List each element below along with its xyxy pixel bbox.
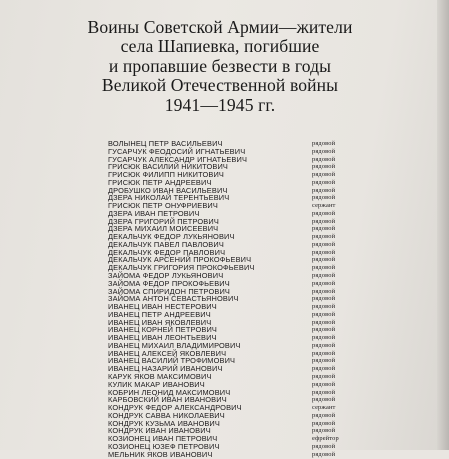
soldier-name: ДЕКАЛЬЧУК ФЕДОР ПАВЛОВИЧ <box>108 247 226 257</box>
soldier-rank: рядовой <box>312 303 336 311</box>
soldier-name: ДЗЕРА МИХАИЛ МОИСЕЕВИЧ <box>108 224 219 234</box>
soldier-rank: рядовой <box>312 186 336 194</box>
soldier-rank: рядовой <box>312 326 336 334</box>
soldier-name: КОНДРУК ИВАН ИВАНОВИЧ <box>108 426 211 436</box>
soldier-rank: рядовой <box>312 357 336 365</box>
soldier-rank: рядовой <box>312 209 336 217</box>
soldier-rank: рядовой <box>312 147 336 155</box>
soldier-name: КОНДРУК КУЗЬМА ИВАНОВИЧ <box>108 418 220 428</box>
soldier-name: МЕЛЬНИК ЯКОВ ИВАНОВИЧ <box>108 449 213 459</box>
soldier-name: ГУСАРЧУК ФЕОДОСИЙ ИГНАТЬЕВИЧ <box>108 146 246 156</box>
soldier-rank: рядовой <box>312 264 336 272</box>
soldier-rank: рядовой <box>312 419 336 427</box>
soldier-rank: рядовой <box>312 372 336 380</box>
soldier-name: ИВАНЕЦ ИВАН ЛЕОНТЬЕВИЧ <box>108 333 217 343</box>
soldier-name: КОНДРУК ФЕДОР АЛЕКСАНДРОВИЧ <box>108 403 242 413</box>
soldier-rank: ефрейтор <box>312 435 339 443</box>
soldier-name: ДРОБУШКО ИВАН ВАСИЛЬЕВИЧ <box>108 185 228 195</box>
soldier-name: КОБРИН ЛЕОНИД МАКСИМОВИЧ <box>108 387 231 397</box>
soldier-name: ИВАНЕЦ ВАСИЛИЙ ТРОФИМОВИЧ <box>108 356 236 366</box>
soldier-rank: рядовой <box>312 349 336 357</box>
soldier-name: ГУСАРЧУК АЛЕКСАНДР ИГНАТЬЕВИЧ <box>108 154 248 164</box>
soldier-rank: рядовой <box>312 388 336 396</box>
soldier-rank: рядовой <box>312 240 336 248</box>
soldier-name: ГРИСЮК ВАСИЛИЙ НИКИТОВИЧ <box>108 162 228 172</box>
soldier-name: КОЗИОНЕЦ ИВАН ПЕТРОВИЧ <box>108 434 218 444</box>
title-line-1: Воины Советской Армии—жители <box>87 17 353 37</box>
title-line-4: Великой Отечественной войны <box>101 75 339 96</box>
soldier-rank: рядовой <box>312 140 336 147</box>
soldier-name: КАРБОВСКИЙ ИВАН ИВАНОВИЧ <box>108 395 227 405</box>
soldier-name: ИВАНЕЦ ПЕТР АНДРЕЕВИЧ <box>108 309 211 319</box>
soldier-rank: рядовой <box>312 194 336 202</box>
soldier-name: ИВАНЕЦ МИХАИЛ ВЛАДИМИРОВИЧ <box>108 340 241 350</box>
soldier-name: ЗАЙОМА СПИРИДОН ПЕТРОВИЧ <box>108 286 230 296</box>
soldier-rank: рядовой <box>312 287 336 295</box>
soldier-name: ГРИСЮК ФИЛИПП НИКИТОВИЧ <box>108 170 224 180</box>
soldier-name: ДЕКАЛЬЧУК АРСЕНИЙ ПРОКОФЬЕВИЧ <box>108 255 252 265</box>
soldier-rank: рядовой <box>312 295 336 303</box>
soldier-name: ИВАНЕЦ НАЗАРИЙ ИВАНОВИЧ <box>108 364 223 374</box>
soldier-name: ЗАЙОМА ФЕДОР ЛУКЬЯНОВИЧ <box>108 271 224 281</box>
soldier-rank: рядовой <box>312 155 336 163</box>
soldier-name: ИВАНЕЦ КОРНЕЙ ПЕТРОВИЧ <box>108 325 217 335</box>
soldier-name: ДЗЕРА ИВАН ПЕТРОВИЧ <box>108 208 200 218</box>
soldier-rank: сержант <box>312 404 336 412</box>
soldier-rank: рядовой <box>312 411 336 419</box>
soldier-rank: рядовой <box>312 248 336 256</box>
soldier-name: ВОЛЫНЕЦ ПЕТР ВАСИЛЬЕВИЧ <box>108 139 223 148</box>
soldier-name: ЗАЙОМА ФЕДОР ПРОКОФЬЕВИЧ <box>108 278 230 288</box>
soldier-name: ДЕКАЛЬЧУК ПАВЕЛ ПАВЛОВИЧ <box>108 239 224 249</box>
soldier-rank: рядовой <box>312 396 336 404</box>
soldier-name: ДЗЕРА НИКОЛАЙ ТЕРЕНТЬЕВИЧ <box>108 193 230 203</box>
soldier-name: КОНДРУК САВВА НИКОЛАЕВИЧ <box>108 410 225 420</box>
soldier-rank: рядовой <box>312 233 336 241</box>
title-line-2: села Шапиевка, погибшие <box>120 36 320 57</box>
soldier-rank: рядовой <box>312 341 336 349</box>
soldier-name: ИВАНЕЦ ИВАН НЕСТЕРОВИЧ <box>108 302 217 312</box>
soldier-name: КАРУК ЯКОВ МАКСИМОВИЧ <box>108 371 212 381</box>
soldier-rank: рядовой <box>312 427 336 435</box>
soldier-rank: сержант <box>312 202 336 210</box>
soldier-rank: рядовой <box>312 217 336 225</box>
soldier-rank: рядовой <box>312 310 336 318</box>
soldier-name: ЗАЙОМА АНТОН СЕВАСТЬЯНОВИЧ <box>108 294 239 304</box>
soldier-name: ДЕКАЛЬЧУК ФЕДОР ЛУКЬЯНОВИЧ <box>108 232 235 242</box>
title-line-5-years: 1941—1945 гг. <box>164 94 276 115</box>
soldier-rank: рядовой <box>312 365 336 373</box>
soldier-rank: рядовой <box>312 225 336 233</box>
title-line-3: и пропавшие безвести в годы <box>108 55 332 76</box>
soldier-rank: рядовой <box>312 442 336 450</box>
soldier-rank: рядовой <box>312 171 336 179</box>
soldier-rank: рядовой <box>312 256 336 264</box>
soldier-name: ИВАНЕЦ ИВАН ЯКОВЛЕВИЧ <box>108 317 212 327</box>
soldier-name: КОЗИОНЕЦ ЮЗЕФ ПЕТРОВИЧ <box>108 441 220 451</box>
soldier-rank: рядовой <box>312 318 336 326</box>
document-title <box>20 18 420 115</box>
casualty-list <box>108 140 358 458</box>
soldier-rank: рядовой <box>312 450 336 458</box>
soldier-name: ИВАНЕЦ АЛЕКСЕЙ ЯКОВЛЕВИЧ <box>108 348 227 358</box>
soldier-rank: рядовой <box>312 163 336 171</box>
soldier-name: КУЛИК МАКАР ИВАНОВИЧ <box>108 379 205 389</box>
soldier-name: ДЗЕРА ГРИГОРИЙ ПЕТРОВИЧ <box>108 216 219 226</box>
soldier-rank: рядовой <box>312 178 336 186</box>
list-item <box>108 451 358 459</box>
soldier-rank: рядовой <box>312 279 336 287</box>
soldier-rank: рядовой <box>312 272 336 280</box>
soldier-rank: рядовой <box>312 380 336 388</box>
soldier-name: ГРИСЮК ПЕТР АНДРЕЕВИЧ <box>108 177 212 187</box>
soldier-name: ГРИСЮК ПЕТР ОНУФРИЕВИЧ <box>108 201 218 211</box>
soldier-name: ДЕКАЛЬЧУК ГРИГОРИЯ ПРОКОФЬЕВИЧ <box>108 263 255 273</box>
page-gutter <box>437 0 449 450</box>
soldier-rank: рядовой <box>312 334 336 342</box>
